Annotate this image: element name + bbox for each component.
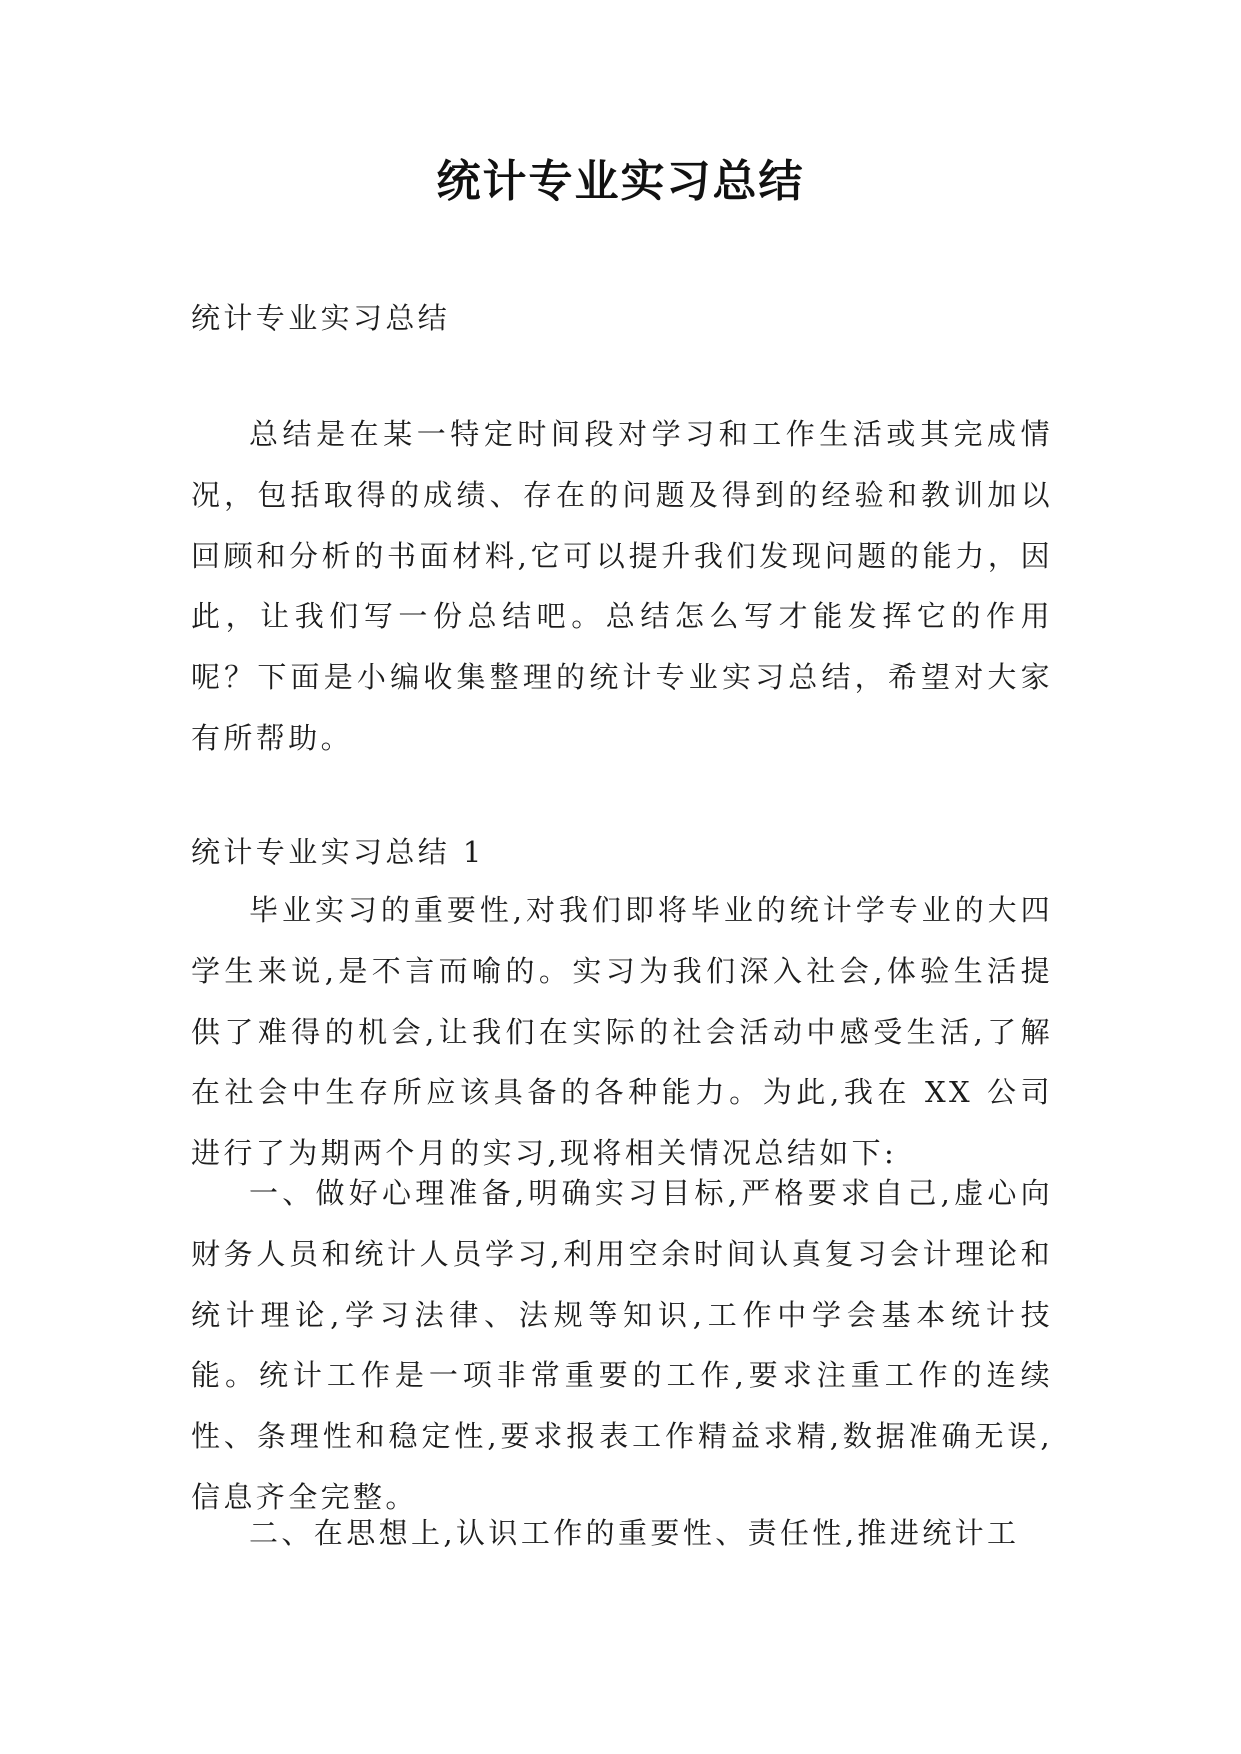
intro-paragraph: 总结是在某一特定时间段对学习和工作生活或其完成情况，包括取得的成绩、存在的问题及得到的经验和教训加以回顾和分析的书面材料,它可以提升我们发现问题的能力，因此，让我们写一份总结吧。总结怎么写才能发挥它的作用呢？下面是小编收集整理的统计专业实习总结，希望对大家有所帮助。 bbox=[191, 417, 1053, 755]
body-paragraph: 毕业实习的重要性,对我们即将毕业的统计学专业的大四学生来说,是不言而喻的。实习为我们深入社会,体验生活提供了难得的机会,让我们在实际的社会活动中感受生活,了解在社会中生存所应该具备的各种能力。为此,我在 XX 公司进行了为期两个月的实习,现将相关情况总结如下: bbox=[191, 893, 1053, 1171]
body-paragraph: 二、在思想上,认识工作的重要性、责任性,推进统计工 bbox=[249, 1516, 1020, 1550]
document-subtitle: 统计专业实习总结 bbox=[191, 301, 451, 335]
body-paragraph: 一、做好心理准备,明确实习目标,严格要求自己,虚心向财务人员和统计人员学习,利用空余时间认真复习会计理论和统计理论,学习法律、法规等知识,工作中学会基本统计技能。统计工作是一项非常重要的工作,要求注重工作的连续性、条理性和稳定性,要求报表工作精益求精,数据准确无误,信息齐全完整。 bbox=[191, 1176, 1053, 1514]
section-heading: 统计专业实习总结 1 bbox=[191, 835, 485, 869]
document-title: 统计专业实习总结 bbox=[436, 156, 805, 207]
